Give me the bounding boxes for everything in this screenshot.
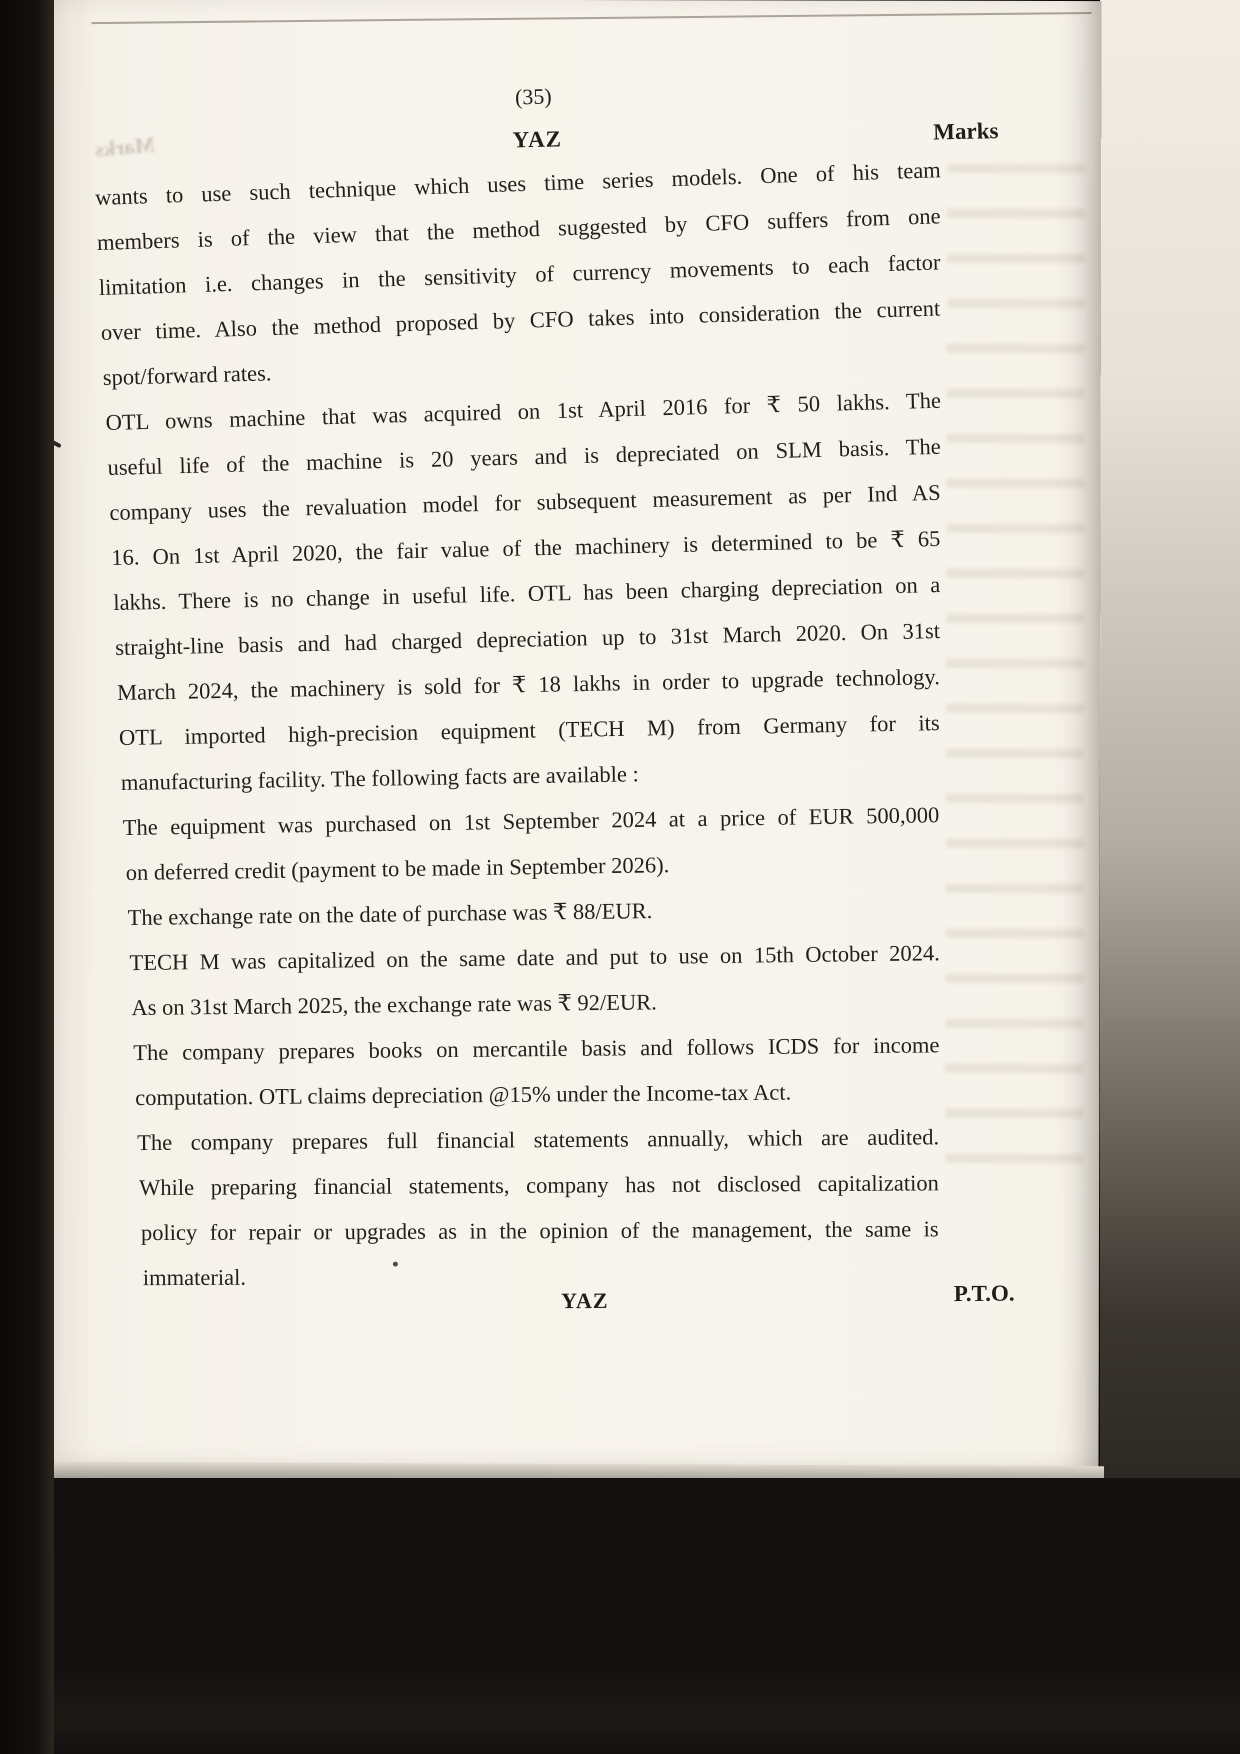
- body-line: March 2024, the machinery is sold for ₹ 18 lakhs in order to upgrade technology.: [116, 664, 941, 706]
- scan-bottom-edge: [0, 1478, 1240, 1754]
- ghost-marks-text: Marks: [94, 132, 156, 162]
- scan-left-edge: [0, 0, 54, 1754]
- paper-code-footer: YAZ: [561, 1287, 609, 1314]
- body-line: OTL imported high-precision equipment (TECH M) from Germany for its: [118, 710, 941, 751]
- body-line: While preparing financial statements, company has not disclosed capitalization: [139, 1170, 940, 1201]
- body-line: 16. On 1st April 2020, the fair value of the machinery is determined to be ₹ 65: [110, 525, 941, 571]
- ink-bleed-through: [945, 163, 1085, 1163]
- page-number: (35): [514, 83, 552, 110]
- body-line: The exchange rate on the date of purchase was ₹ 88/EUR.: [127, 898, 653, 931]
- scanned-page: [50, 0, 1101, 1479]
- body-line: TECH M was capitalized on the same date and put to use on 15th October 2024.: [129, 940, 940, 976]
- body-line: spot/forward rates.: [102, 360, 273, 391]
- body-line: immaterial.: [143, 1264, 247, 1291]
- question-body: [93, 157, 945, 1302]
- body-line: The company prepares full financial statements annually, which are audited.: [137, 1124, 940, 1156]
- body-line: company uses the revaluation model for subsequent measurement as per Ind AS: [108, 479, 941, 526]
- page-crease: [92, 12, 1092, 24]
- body-line: useful life of the machine is 20 years and is depreciated on SLM basis. The: [106, 433, 941, 481]
- body-line: The equipment was purchased on 1st September 2024 at a price of EUR 500,000: [123, 802, 940, 841]
- body-line: As on 31st March 2025, the exchange rate was ₹ 92/EUR.: [131, 989, 657, 1021]
- marks-label: Marks: [932, 118, 999, 145]
- body-line: wants to use such technique which uses time series models. One of his team: [94, 157, 942, 210]
- body-line: members is of the view that the method suggested by CFO suffers from one: [96, 203, 941, 255]
- body-line: manufacturing facility. The following facts are available :: [120, 761, 640, 796]
- body-line: OTL owns machine that was acquired on 1st April 2016 for ₹ 50 lakhs. The: [104, 387, 941, 436]
- body-line: on deferred credit (payment to be made in September 2026).: [125, 852, 669, 886]
- body-line: limitation i.e. changes in the sensitivity of currency movements to each factor: [98, 249, 941, 300]
- body-line: policy for repair or upgrades as in the opinion of the management, the same is: [141, 1216, 939, 1246]
- body-line: computation. OTL claims depreciation @15% under the Income-tax Act.: [135, 1079, 792, 1111]
- body-line: straight-line basis and had charged depreciation up to 31st March 2020. On 31st: [114, 618, 941, 661]
- pto-label: P.T.O.: [954, 1280, 1015, 1307]
- paper-code-header: YAZ: [512, 126, 563, 153]
- body-line: over time. Also the method proposed by CFO takes into consideration the current: [100, 295, 941, 345]
- body-line: The company prepares books on mercantile basis and follows ICDS for income: [133, 1032, 940, 1066]
- body-line: lakhs. There is no change in useful life. OTL has been charging depreciation on a: [112, 571, 941, 616]
